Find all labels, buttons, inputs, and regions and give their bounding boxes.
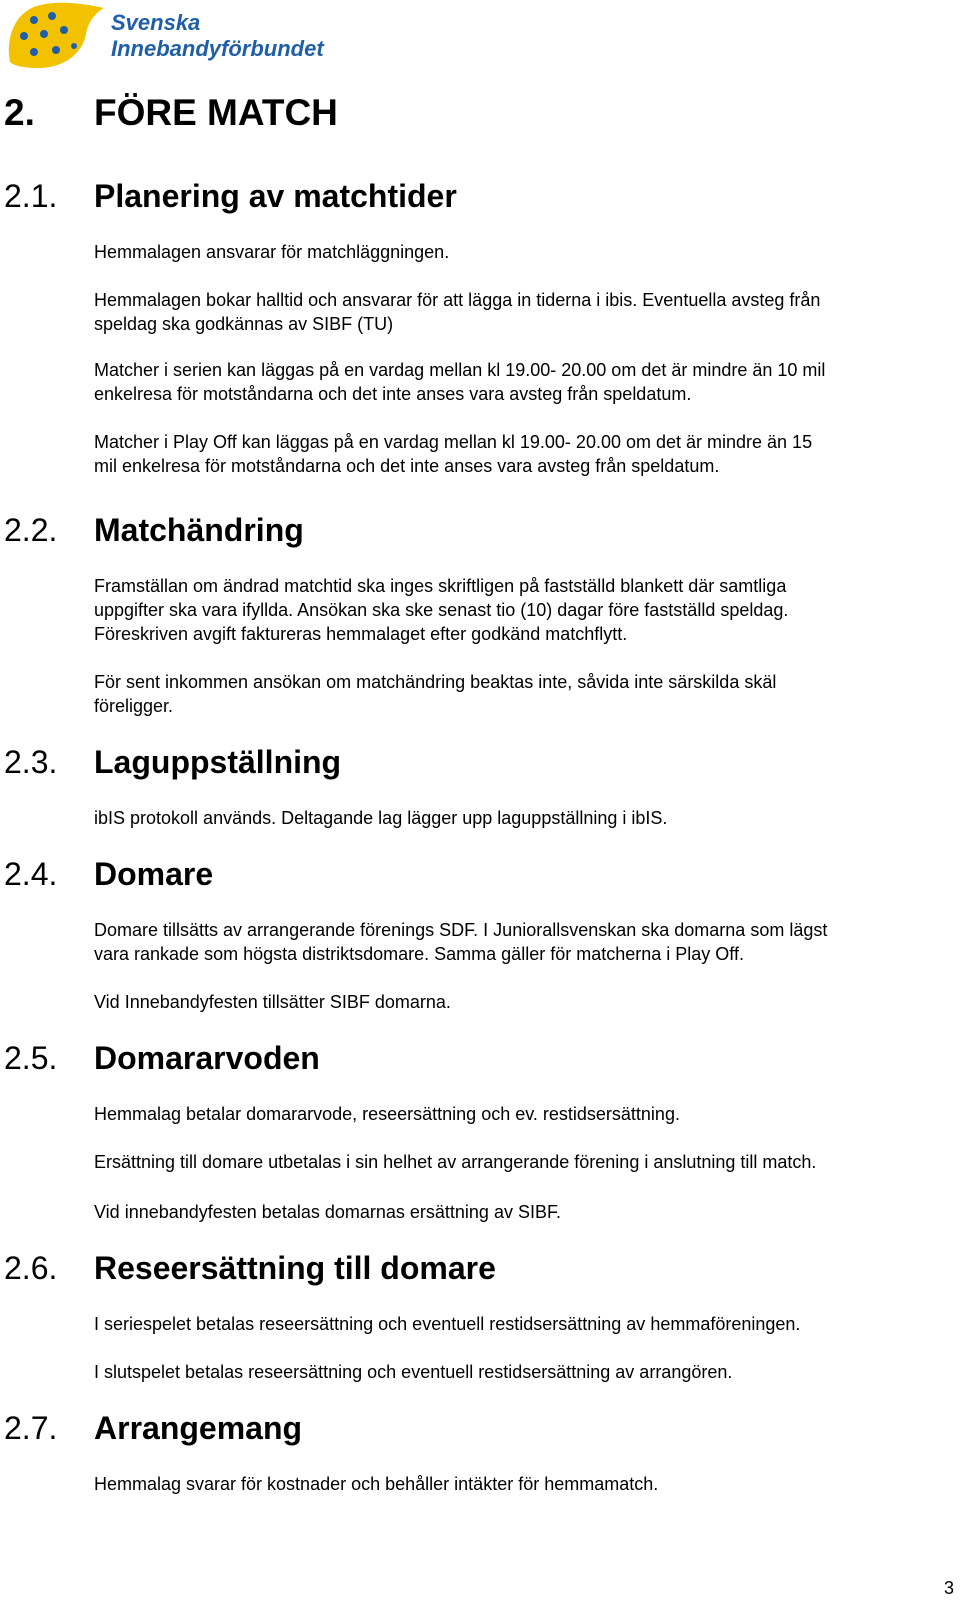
text-line: Hemmalag betalar domararvode, reseersättning och ev. restidsersättning. [94,1104,680,1124]
text-line: vara rankade som högsta distriktsdomare. Samma gäller för matcherna i Play Off. [94,944,744,964]
section-title: Laguppställning [94,744,342,780]
paragraph [94,288,954,336]
section-number: 2.1. [4,178,58,214]
text-line: Vid innebandyfesten betalas domarnas ersättning av SIBF. [94,1202,561,1222]
paragraph [94,1150,954,1174]
text-line: ibIS protokoll används. Deltagande lag lägger upp laguppställning i ibIS. [94,808,668,828]
section-title: Domare [94,856,214,892]
paragraph [94,240,954,264]
chapter-number: 2. [4,92,35,133]
section-title: Arrangemang [94,1410,303,1446]
paragraph [94,990,954,1014]
page-number: 3 [943,1578,954,1598]
text-line: Ersättning till domare utbetalas i sin helhet av arrangerande förening i anslutning till match. [94,1152,817,1172]
floorball-logo-icon [4,2,108,70]
text-line: Hemmalag svarar för kostnader och behåller intäkter för hemmamatch. [94,1474,659,1494]
paragraph [94,358,954,406]
section-title: Matchändring [94,512,304,548]
paragraph [94,1472,954,1496]
section-number: 2.4. [4,856,58,892]
text-line: Hemmalagen bokar halltid och ansvarar för att lägga in tiderna i ibis. Eventuella avsteg från [94,290,821,310]
chapter-title: FÖRE MATCH [94,92,338,133]
paragraph [94,670,954,718]
text-line: Matcher i Play Off kan läggas på en vardag mellan kl 19.00- 20.00 om det är mindre än 15 [94,432,813,452]
paragraph [94,1102,954,1126]
sibf-logo [4,2,334,70]
text-line: Hemmalagen ansvarar för matchläggningen. [94,242,450,262]
logo-line-1: Svenska [111,10,201,35]
section-number: 2.2. [4,512,58,548]
text-line: Framställan om ändrad matchtid ska inges skriftligen på fastställd blankett där samtliga [94,576,787,596]
text-line: I slutspelet betalas reseersättning och eventuell restidsersättning av arrangören. [94,1362,733,1382]
text-line: uppgifter ska vara ifyllda. Ansökan ska ske senast tio (10) dagar före fastställd speldag. [94,600,789,620]
paragraph [94,1200,954,1224]
text-line: speldag ska godkännas av SIBF (TU) [94,314,394,334]
text-line: Föreskriven avgift faktureras hemmalaget efter godkänd matchflytt. [94,624,628,644]
text-line: För sent inkommen ansökan om matchändring beaktas inte, såvida inte särskilda skäl [94,672,777,692]
paragraph [94,1360,954,1384]
text-line: Domare tillsätts av arrangerande förenings SDF. I Juniorallsvenskan ska domarna som lägst [94,920,828,940]
logo-line-2: Innebandyförbundet [111,36,324,61]
section-number: 2.7. [4,1410,58,1446]
section-number: 2.6. [4,1250,58,1286]
text-line: I seriespelet betalas reseersättning och eventuell restidsersättning av hemmaföreningen. [94,1314,801,1334]
section-number: 2.3. [4,744,58,780]
text-line: Vid Innebandyfesten tillsätter SIBF domarna. [94,992,451,1012]
paragraph [94,1312,954,1336]
paragraph [94,918,954,966]
section-number: 2.5. [4,1040,58,1076]
paragraph [94,430,954,478]
paragraph [94,806,954,830]
text-line: föreligger. [94,696,174,716]
section-title: Reseersättning till domare [94,1250,496,1286]
text-line: enkelresa för motståndarna och det inte anses vara avsteg från speldatum. [94,384,692,404]
section-title: Domararvoden [94,1040,320,1076]
text-line: Matcher i serien kan läggas på en vardag mellan kl 19.00- 20.00 om det är mindre än 10 mil [94,360,826,380]
section-title: Planering av matchtider [94,178,457,214]
text-line: mil enkelresa för motståndarna och det inte anses vara avsteg från speldatum. [94,456,720,476]
paragraph [94,574,954,646]
